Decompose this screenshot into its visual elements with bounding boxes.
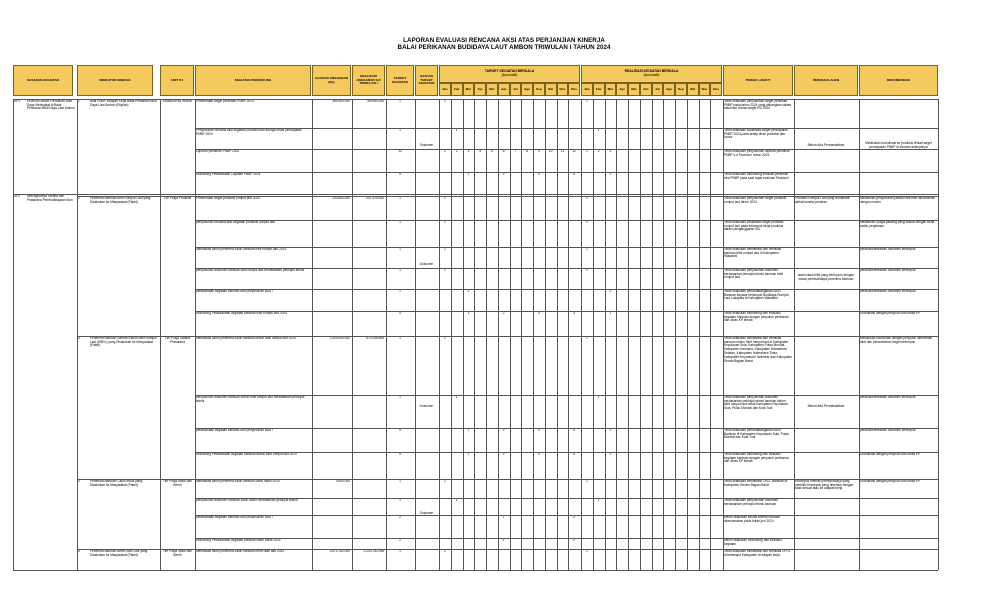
target-month-value: 1 <box>455 395 458 399</box>
rekomendasi: pendokumentasian dokumen kelompok <box>860 428 916 432</box>
unit-pj: Tim Pokja Induk dan Benih <box>163 549 192 557</box>
month-divider <box>533 99 534 570</box>
month-divider <box>463 99 464 570</box>
row-divider <box>195 515 938 516</box>
header-unit-pj: UNIT PJ <box>160 65 194 96</box>
rekomendasi: pendokumentasian dokumen kelompok <box>860 268 916 272</box>
indikator-text: Penerima Bantuan Calon Induk yang Disalurkan ke Masyarakat (Paket) <box>90 479 143 487</box>
kegiatan-pendukung: penyusunan dokumen bantuan bibit rumput laut berdasarkan petunjuk teknis <box>196 268 305 272</box>
target-month-value: 5 <box>490 149 493 153</box>
target-month-value: 9 <box>537 149 540 153</box>
target-month-value: 1 <box>467 172 470 176</box>
target-month-value: 3 <box>537 172 540 176</box>
month-divider <box>605 99 606 570</box>
header-permasalahan: PERMASALAHAN <box>794 65 858 96</box>
month-divider <box>640 99 641 570</box>
realisasi-month-value: 1 <box>585 336 588 340</box>
tindak-lanjut: Telah dilakukan monitoring dan evaluasi kegiatan bantuan dengan penyuluh perikanan dan dinas KP terkait <box>724 452 789 464</box>
realisasi-berkala-title: REALISASI KEGIATAN BERKALA <box>624 69 679 74</box>
realisasi-month-value: 1 <box>585 196 588 200</box>
target-month-value: 8 <box>526 149 529 153</box>
row-divider <box>195 149 938 150</box>
target-kegiatan: 12 <box>398 149 402 153</box>
realisasi-berkala-header <box>581 65 722 83</box>
rekomendasi: pendokumentasian dokumen kelompok <box>860 247 916 251</box>
column-divider <box>794 99 795 570</box>
target-month-value: 6 <box>502 149 505 153</box>
target-month-value: 1 <box>443 268 446 272</box>
tindak-lanjut: Telah dilakukan penyusunan dokumen berdasarkan petunjuk teknis bantuan bibit rumput laut <box>724 268 784 280</box>
realisasi-month-value: 1 <box>609 172 612 176</box>
target-kegiatan: 1 <box>399 289 401 293</box>
realisasi-month-value: 1 <box>597 498 600 502</box>
permasalahan: awal lokasi bibit yang lebih jauh dengan lokasi pembudidaya penerima bantuan <box>797 272 855 281</box>
table-bottom <box>13 570 938 571</box>
kegiatan-pendukung: monitoring Pelaksanaan kegiatan bantuan kebun bibit rumput laut 2024 <box>196 452 297 456</box>
target-month-value: 2 <box>455 149 458 153</box>
tindak-lanjut: belum dilakukan monitoring dan evaluasi kegiatan <box>724 538 782 546</box>
tindak-lanjut: Telah dilakukan sosialisasi target pencapaian PNBP 2024 pada setiap divisi produksi dan Unsur <box>724 128 788 140</box>
target-kegiatan: 1 <box>399 336 401 340</box>
target-berkala-month-nov: Nov <box>557 83 569 96</box>
unit-pj: Kepala BPBL Ambon <box>162 99 193 103</box>
target-berkala-kumulatif: (kumulatif) <box>501 73 518 77</box>
kegiatan-pendukung: Penerimaan target produksi rumput laut 2024 <box>196 196 260 200</box>
kegiatan-pendukung: Identifikasi calon penerima calon bantuan bibit rumput laut 2024 <box>196 247 287 251</box>
target-month-value: 2 <box>573 538 576 542</box>
indikator-text: Penerima Bantuan Benih Ikan Laut yang Disalurkan ke Masyarakat (Paket) <box>90 549 148 557</box>
kegiatan-pendukung: penyusunan dokumen bantuan kebun bibit rumput laut berdasarkan petunjuk teknis <box>196 395 305 403</box>
column-divider <box>195 99 196 570</box>
target-month-value: 4 <box>479 149 482 153</box>
target-berkala-month-des: Des <box>568 83 580 96</box>
permasalahan: Produksi Rumput Laut yang terhambat akibat kondisi perairan <box>795 196 850 204</box>
kegiatan-pendukung: pelaksanaan kegiatan bantuan dan penyusunan BAST <box>196 428 274 432</box>
tindak-lanjut: Telah dilakukan sosialisasi target produksi rumput laut pada kelompok kerja produksi dalam penganggaran IKU <box>724 220 784 232</box>
tindak-lanjut: Telah dilakukan identifikasi CPCL Bantuan di Kabupaten Seram Bagian Barat <box>724 479 788 487</box>
rekomendasi: Koordinasi dengan penyuluh dan dinas KP <box>860 452 921 456</box>
realisasi-berkala-month-mar: Mar <box>605 83 617 96</box>
row-divider <box>77 336 938 337</box>
column-divider <box>859 99 860 570</box>
month-divider <box>474 99 475 570</box>
indikator-text: Penerima Bantuan Sarana Kebun Bibit Rumput Laut (KBRL) yang Disalurkan ke Masyarakat (Paket) <box>90 336 157 348</box>
alokasi-anggaran: 2.000.000.000 <box>329 336 350 340</box>
month-divider <box>521 99 522 570</box>
realisasi-berkala-month-agu: Agu <box>663 83 675 96</box>
realisasi-month-value: 1 <box>585 220 588 224</box>
target-kegiatan: 1 <box>399 128 401 132</box>
alokasi-anggaran: 3.070.762.000 <box>329 549 350 553</box>
month-divider <box>486 99 487 570</box>
unit-pj: Tim Pokja Induk dan Benih <box>163 479 192 487</box>
month-divider <box>675 99 676 570</box>
permasalahan: Kelompok memiliki pembudidaya yang memiliki kelompok yang dibentuk dengan tidak sesuai atau ke adapati kerja <box>795 479 854 491</box>
rekomendasi: pendokumentasian dokumen kelompok <box>860 395 916 399</box>
realisasi-month-value: 1 <box>609 428 612 432</box>
month-divider <box>652 99 653 570</box>
satuan-target: Dokumen <box>419 143 434 148</box>
target-kegiatan: 2 <box>399 538 401 542</box>
target-kegiatan: 1 <box>399 479 401 483</box>
satuan-target: Dokumen <box>419 261 434 266</box>
realisasi-month-value: 1 <box>597 395 600 399</box>
header-alokasi: ALOKASI ANGGARAN (Rp) <box>312 65 351 96</box>
month-divider <box>557 99 558 570</box>
column-divider <box>439 99 440 570</box>
row-divider <box>195 247 938 248</box>
month-divider <box>687 99 688 570</box>
indikator-number: 5 <box>78 549 80 553</box>
unit-pj: Tim Pokja Produksi <box>163 196 192 200</box>
target-kegiatan: 4 <box>399 172 401 176</box>
kegiatan-pendukung: penyusunan dokumen bantuan calon induk berdasarkan petunjuk teknis <box>196 498 298 502</box>
kegiatan-pendukung: Penerimaan target pendirian PNBP 2024 <box>196 99 254 103</box>
row-divider <box>195 428 938 429</box>
header-kegiatan: KEGIATAN PENDUKUNG <box>195 65 311 96</box>
kegiatan-pendukung: Identifikasi calon penerima calon bantuan benih ikan laut 2024 <box>196 549 285 553</box>
target-month-value: 2 <box>502 311 505 315</box>
target-month-value: 1 <box>443 220 446 224</box>
realisasi-berkala-month-jun: Jun <box>640 83 652 96</box>
target-month-value: 2 <box>502 452 505 456</box>
alokasi-anggaran: 369.400.000 <box>332 99 350 103</box>
month-divider <box>710 99 711 570</box>
rekomendasi: melakukan upaya packing yang sesuai dengan bena waktu perjalanan <box>860 220 935 228</box>
target-berkala-title: TARGET KEGIATAN BERKALA <box>484 69 535 74</box>
realisasi-month-value: 3 <box>609 149 612 153</box>
target-kegiatan: 1 <box>399 196 401 200</box>
tindak-lanjut: Telah dilakukan identifikasi dan verifikasi CPCL di beberapa Kabupaten di wilayah kerja <box>724 549 791 557</box>
realisasi-berkala-month-nov: Nov <box>699 83 711 96</box>
kegiatan-pendukung: pelaksanaan kegiatan bantuan dan penyusunan BAST <box>196 515 274 519</box>
column-divider <box>77 99 78 570</box>
row-divider <box>195 128 938 129</box>
target-kegiatan: 4 <box>399 311 401 315</box>
realisasi-anggaran: 2.203.762.096 <box>363 549 384 553</box>
target-month-value: 4 <box>573 452 576 456</box>
tindak-lanjut: Telah dilakukan identifikasi dan verifikasi bantuan kebun bibit rumput laut di Kabupaten Kepulauan Sula, Kabupaten Pulau Morotai, Kabupaten Kaimana, Kabupaten Halmahera Selatan, Kabupaten Halmahera Timur, Kabupaten Kepulauan Tanimbar dan Kabupaten Seram Bagian Barat <box>724 336 792 364</box>
row-divider <box>195 220 938 221</box>
rekomendasi: Melakukan penyusunan jadwal bibit bibit dikoordinasi dengan musim <box>860 196 935 204</box>
permasalahan: Belum Ada Permasalahan <box>807 404 845 409</box>
row-divider <box>195 289 938 290</box>
header-indikator: INDIKATOR KINERJA <box>77 65 153 96</box>
tindak-lanjut: Telah dilakukan monitoring dan evaluasi kegiatan bantuan dengan penyuluh perikanan dan dinas KP terkait <box>724 311 789 323</box>
column-divider <box>13 99 14 570</box>
kegiatan-pendukung: Monitoring Pelaksanaan Capaian PNBP 2024 <box>196 172 261 176</box>
sasaran-code: SP1 <box>14 99 21 103</box>
month-divider <box>699 99 700 570</box>
realisasi-month-value: 2 <box>597 149 600 153</box>
alokasi-anggaran: 203.650.000 <box>332 196 350 200</box>
indikator-number: 4 <box>78 479 80 483</box>
tindak-lanjut: Telah dilakukan monitoring evaluasi pendirian nilai PNBP pada saat rapat evaluasi Triwulan I <box>724 172 790 180</box>
target-month-value: 1 <box>467 452 470 456</box>
target-month-value: 1 <box>467 289 470 293</box>
satuan-target: Dokumen <box>419 510 434 515</box>
kegiatan-pendukung: penyusunan rencana aksi kegiatan produksi rumput laut <box>196 220 276 224</box>
target-berkala-month-agu: Agu <box>521 83 533 96</box>
tindak-lanjut: Telah dilakukan penyusunan target pendirian PNBP pada tahun 2024 yang dituangkan dalam dokumen rincian target RU 2024 <box>724 99 792 111</box>
rekomendasi: Melakukan koordinasi dengan penyuluh identifikasi bibit dan penambahan target kelompok <box>860 336 932 344</box>
row-divider <box>77 479 938 480</box>
target-month-value: 1 <box>467 311 470 315</box>
report-subtitle: BALAI PERIKANAN BUDIDAYA LAUT AMBON TRIWULAN I TAHUN 2024 <box>397 44 611 51</box>
tindak-lanjut: Telah dilakukan penyusunan dokumen berdasarkan petunjuk teknis bantuan kebun bibit rumput laut untuk Kabupaten Kepulauan Sula, Pulau Morotai dan Kota Tual <box>724 395 788 411</box>
kegiatan-pendukung: Penyusunan rencana aksi kegiatan produksi dan tutorga untuk pencapaian PNBP 2024 <box>196 128 302 136</box>
column-divider <box>723 99 724 570</box>
target-month-value: 10 <box>548 149 553 153</box>
tindak-lanjut: Telah dilakukan penyusunan laporan pendirian PNBP s.d Triwulan I tahun 2024 <box>724 149 790 157</box>
table-top <box>13 99 938 100</box>
rekomendasi: Koordinasi dengan penyuluh dan dinas KP <box>860 479 921 483</box>
target-month-value: 1 <box>443 99 446 103</box>
kegiatan-pendukung: pelaksanaan kegiatan bantuan dan penyusunan BAST <box>196 289 274 293</box>
satuan-target: Dokumen <box>419 404 434 409</box>
month-divider <box>628 99 629 570</box>
month-divider <box>510 99 511 570</box>
target-berkala-month-jun: Jun <box>498 83 510 96</box>
target-month-value: 1 <box>443 479 446 483</box>
target-month-value: 1 <box>455 498 458 502</box>
realisasi-berkala-kumulatif: (kumulatif) <box>643 73 660 77</box>
target-berkala-header <box>439 65 580 83</box>
rekomendasi: Melakukan koordinasi ke produksi terkait target pencapaian PNBP di triwulan selanjutnya <box>865 141 932 149</box>
report-title: LAPORAN EVALUASI RENCANA AKSI ATAS PERJANJIAN KINERJA <box>403 37 605 44</box>
kegiatan-pendukung: Laporan pendirian PNBP 2024 <box>196 149 240 153</box>
target-month-value: 2 <box>502 172 505 176</box>
target-berkala-month-mar: Mar <box>463 83 475 96</box>
realisasi-month-value: 1 <box>585 99 588 103</box>
realisasi-month-value: 1 <box>597 128 600 132</box>
target-month-value: 3 <box>537 452 540 456</box>
realisasi-berkala-month-jan: Jan <box>581 83 593 96</box>
target-month-value: 4 <box>573 428 576 432</box>
target-month-value: 1 <box>443 549 446 553</box>
target-month-value: 3 <box>537 311 540 315</box>
month-divider <box>451 99 452 570</box>
header-sasaran: SASARAN KEGIATAN <box>13 65 73 96</box>
row-divider <box>195 538 938 539</box>
indikator-number: 2 <box>78 196 80 200</box>
target-month-value: 11 <box>560 149 565 153</box>
target-month-value: 1 <box>443 247 446 251</box>
row-divider <box>77 196 938 197</box>
column-divider <box>312 99 313 570</box>
target-month-value: 1 <box>455 128 458 132</box>
realisasi-berkala-month-jul: Jul <box>652 83 664 96</box>
rekomendasi: pendokumentasian dokumen kelompok <box>860 289 916 293</box>
indikator-text: Nilai PNBP Wilayah Kerja Balai Perikanan Budi Daya Laut Ambon (Rupiah) <box>90 99 157 107</box>
indikator-number: 1 <box>78 99 80 103</box>
header-rekomendasi: REKOMENDASI <box>859 65 938 96</box>
target-month-value: 1 <box>502 515 505 519</box>
target-berkala-month-apr: Apr <box>474 83 486 96</box>
section-divider <box>13 194 938 195</box>
header-realisasi-anggaran: REALISASI ANGGARAN S.D TRIWULAN I <box>352 65 385 96</box>
month-divider <box>616 99 617 570</box>
column-divider <box>938 99 939 570</box>
target-berkala-month-jan: Jan <box>439 83 451 96</box>
realisasi-berkala-month-apr: Apr <box>616 83 628 96</box>
indikator-number: 3 <box>78 336 80 340</box>
realisasi-anggaran: 570.246.896 <box>366 336 384 340</box>
target-kegiatan: 1 <box>399 395 401 399</box>
realisasi-month-value: 1 <box>609 311 612 315</box>
target-kegiatan: 1 <box>399 268 401 272</box>
target-berkala-month-sep: Sep <box>533 83 545 96</box>
target-kegiatan: 2 <box>399 515 401 519</box>
tindak-lanjut: Telah dilakukan penyusunan dokumen berdasarkan petunjuk teknis bantuan <box>724 498 779 506</box>
month-divider <box>498 99 499 570</box>
target-month-value: 4 <box>573 311 576 315</box>
target-kegiatan: 1 <box>399 99 401 103</box>
row-divider <box>195 395 938 396</box>
header-tindak-lanjut: TINDAK LANJUT <box>723 65 793 96</box>
target-month-value: 1 <box>467 428 470 432</box>
target-month-value: 1 <box>443 149 446 153</box>
target-month-value: 3 <box>537 428 540 432</box>
realisasi-berkala-month-feb: Feb <box>593 83 605 96</box>
kegiatan-pendukung: monitoring Pelaksanaan kegiatan bantuan bibit rumput laut 2024 <box>196 311 288 315</box>
indikator-text: Penerima Bantuan Bibit Rumput Laut yang Disalurkan ke Masyarakat (Paket) <box>90 196 151 204</box>
realisasi-month-value: 1 <box>585 549 588 553</box>
kegiatan-pendukung: Identifikasi calon penerima calon bantuan calon induk 2024 <box>196 479 280 483</box>
sasaran-text: Meningkatnya Sarana dan Prasarana Pembudidayaan Ikan <box>27 194 73 202</box>
target-month-value: 1 <box>502 538 505 542</box>
column-divider <box>386 99 387 570</box>
target-month-value: 12 <box>572 149 576 153</box>
target-kegiatan: 4 <box>399 452 401 456</box>
realisasi-month-value: 1 <box>585 268 588 272</box>
tindak-lanjut: Telah dilakukan penandatanganan BAST Bantuan di Kabupaten Kepulauan Sula, Pulau Morotai dan Kota Tual <box>724 428 789 440</box>
rekomendasi: Koordinasi dengan penyuluh dan dinas KP <box>860 311 921 315</box>
month-divider <box>593 99 594 570</box>
tindak-lanjut: Telah dilakukan penyusunan target produksi rumput laut tahun 2024 <box>724 196 787 204</box>
alokasi-anggaran: 3.500.000 <box>335 479 350 483</box>
realisasi-month-value: 1 <box>609 289 612 293</box>
realisasi-month-value: 1 <box>609 452 612 456</box>
realisasi-berkala-month-mei: Mei <box>628 83 640 96</box>
realisasi-month-value: 1 <box>585 247 588 251</box>
target-month-value: 2 <box>573 515 576 519</box>
row-divider <box>195 268 938 269</box>
sasaran-text: Ekonomi Sektor Perikanan Budi Daya Meningkat di Balai Perikanan Budi Daya Laut Ambon <box>27 99 75 111</box>
realisasi-anggaran: 247.370.000 <box>366 196 384 200</box>
row-divider <box>195 311 938 312</box>
realisasi-berkala-month-sep: Sep <box>675 83 687 96</box>
target-berkala-month-jul: Jul <box>510 83 522 96</box>
month-divider <box>568 99 569 570</box>
target-month-value: 1 <box>443 336 446 340</box>
target-berkala-month-okt: Okt <box>545 83 557 96</box>
target-kegiatan: 1 <box>399 247 401 251</box>
row-divider <box>195 452 938 453</box>
tindak-lanjut: Telah dilakukan identifikasi dan verifikasi bantuan bibit rumput laut di Kabupaten Wakatobi <box>724 247 782 259</box>
header-target: TARGET KEGIATAN <box>386 65 414 96</box>
target-month-value: 2 <box>502 428 505 432</box>
target-berkala-month-mei: Mei <box>486 83 498 96</box>
header-satuan: SATUAN TARGET KEGIATAN <box>415 65 438 96</box>
permasalahan: Belum Ada Permasalahan <box>807 143 845 148</box>
target-kegiatan: 1 <box>399 220 401 224</box>
target-kegiatan: 1 <box>399 549 401 553</box>
kegiatan-pendukung: Identifikasi calon penerima calon bantuan kebun bibit rumput laut 2024 <box>196 336 296 340</box>
kegiatan-pendukung: monitoring Pelaksanaan kegiatan bantuan calon induk 2024 <box>196 538 281 542</box>
column-divider <box>581 99 582 570</box>
month-divider <box>545 99 546 570</box>
realisasi-month-value: 1 <box>585 479 588 483</box>
row-divider <box>195 172 938 173</box>
realisasi-anggaran: 769.690.000 <box>366 99 384 103</box>
realisasi-month-value: 1 <box>585 149 588 153</box>
unit-pj: Tim Pokja Sarana Prasarana <box>164 336 191 344</box>
month-divider <box>663 99 664 570</box>
tindak-lanjut: belum dilakukan sesuai kriteria bantuan direncanakan pada bulan juni 2024 <box>724 515 780 523</box>
realisasi-berkala-month-okt: Okt <box>687 83 699 96</box>
row-divider <box>195 498 938 499</box>
target-month-value: 1 <box>443 196 446 200</box>
target-month-value: 3 <box>467 149 470 153</box>
target-month-value: 4 <box>573 172 576 176</box>
column-divider <box>352 99 353 570</box>
sasaran-code: SP2 <box>14 194 21 198</box>
column-divider <box>160 99 161 570</box>
target-kegiatan: 1 <box>399 498 401 502</box>
column-divider <box>415 99 416 570</box>
row-divider <box>77 549 938 550</box>
target-berkala-month-feb: Feb <box>451 83 463 96</box>
tindak-lanjut: Telah dilakukan penandatanganan BAST Bantuan kepada Kelompok Budidaya Rumput Laut Lakapala di Kabupaten Wakatobi <box>724 289 789 301</box>
realisasi-berkala-month-des: Des <box>710 83 722 96</box>
target-month-value: 7 <box>514 149 517 153</box>
target-kegiatan: 4 <box>399 428 401 432</box>
